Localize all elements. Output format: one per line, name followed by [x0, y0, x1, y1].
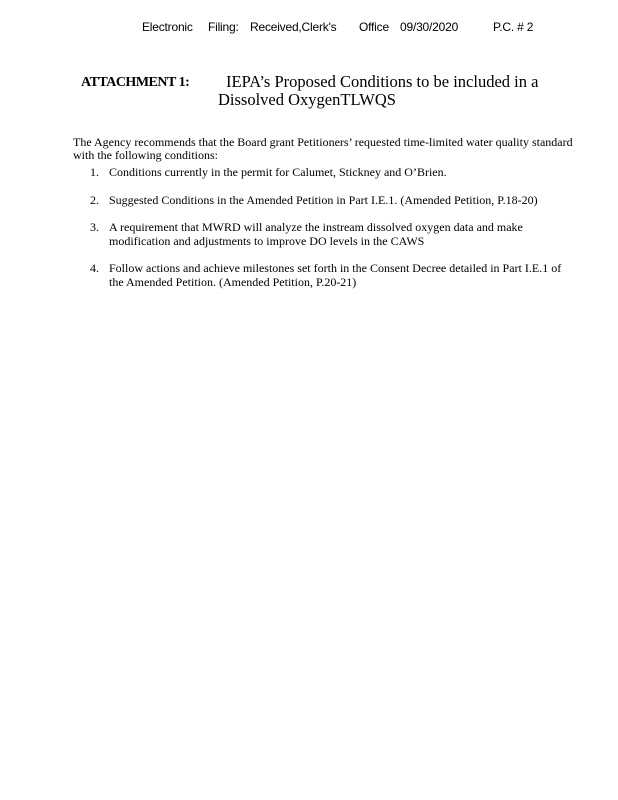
header-date: 09/30/2020 — [400, 20, 459, 34]
list-item-number: 3. — [90, 220, 99, 234]
list-item-text: Suggested Conditions in the Amended Petition in Part I.E.1. (Amended Petition, P.18-20) — [109, 192, 538, 207]
list-item-number: 1. — [90, 165, 99, 179]
header-pc-number: P.C. # 2 — [493, 20, 534, 34]
header-electronic: Electronic — [142, 20, 193, 34]
attachment-title-line1: IEPA’s Proposed Conditions to be included in a — [226, 72, 539, 91]
header-received: Received,Clerk's — [250, 20, 337, 34]
list-item — [90, 166, 570, 180]
list-item-text: Follow actions and achieve milestones set forth in the Consent Decree detailed in Part I.E.1 of the Amended Petition. (Amended Petition, P.20-21) — [109, 261, 562, 289]
list-item-text: Conditions currently in the permit for Calumet, Stickney and O’Brien. — [109, 165, 447, 179]
list-item-number: 2. — [90, 192, 99, 207]
attachment-title-line2: Dissolved OxygenTLWQS — [218, 90, 396, 109]
list-item-number: 4. — [90, 261, 99, 275]
intro-paragraph: The Agency recommends that the Board grant Petitioners’ requested time-limited water quality standard with the following conditions: — [73, 135, 573, 162]
header-filing: Filing: — [208, 20, 239, 34]
list-item — [90, 262, 570, 289]
header-office: Office — [359, 20, 389, 34]
list-item — [90, 194, 570, 208]
list-item — [90, 221, 570, 248]
conditions-list — [90, 166, 570, 289]
attachment-label: ATTACHMENT 1: — [81, 75, 190, 90]
filing-stamp-header — [0, 20, 618, 36]
list-item-text: A requirement that MWRD will analyze the instream dissolved oxygen data and make modification and adjustments to improve DO levels in the CAWS — [109, 220, 523, 248]
attachment-title — [218, 73, 598, 109]
